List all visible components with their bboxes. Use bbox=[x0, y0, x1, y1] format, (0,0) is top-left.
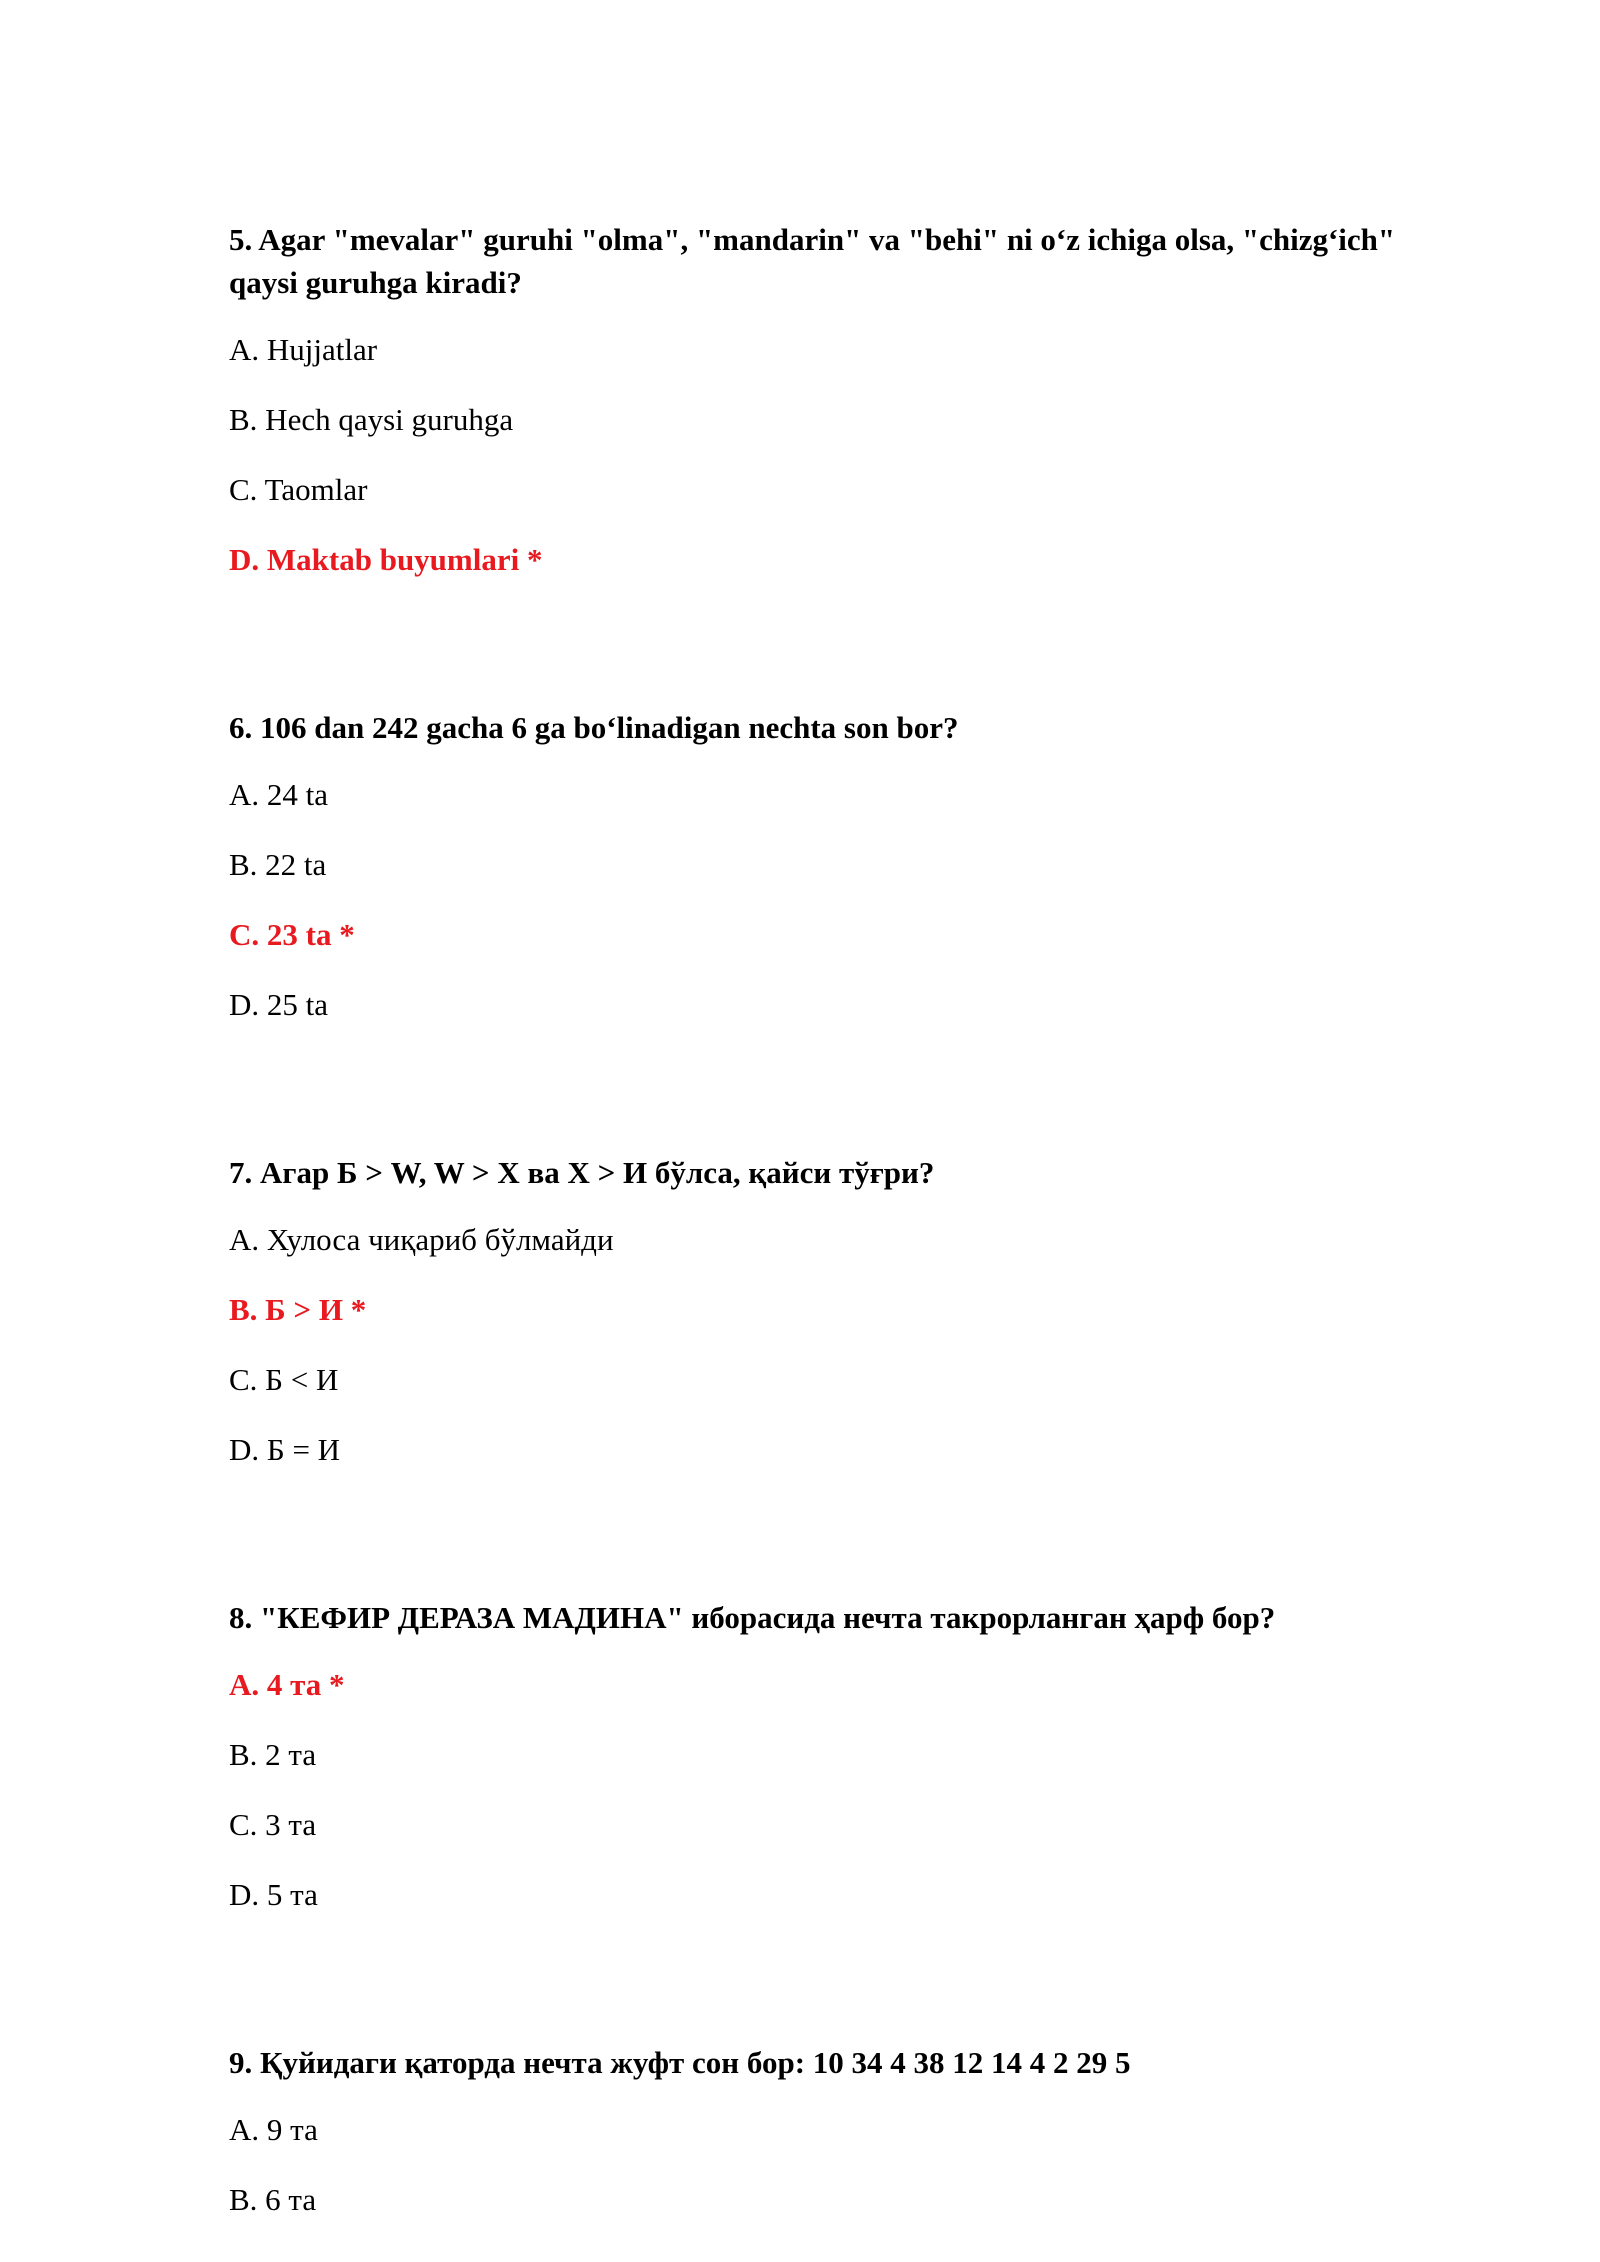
question-8 bbox=[229, 1596, 1469, 1916]
question-title: 8. "КЕФИР ДЕРАЗА МАДИНА" иборасида нечта такрорланган ҳарф бор? bbox=[229, 1600, 1276, 1635]
option-d: D. Б = И bbox=[229, 1432, 341, 1467]
option-c: C. Taomlar bbox=[229, 472, 368, 507]
option-d: D. 5 та bbox=[229, 1877, 318, 1912]
option-a: A. 24 ta bbox=[229, 777, 329, 812]
option-a: A. 9 та bbox=[229, 2112, 318, 2147]
option-c: C. Б < И bbox=[229, 1362, 339, 1397]
quiz-content bbox=[229, 218, 1469, 2248]
option-b: B. 6 та bbox=[229, 2182, 317, 2217]
question-7 bbox=[229, 1151, 1469, 1471]
option-d: D. 25 ta bbox=[229, 987, 329, 1022]
option-b-correct: B. Б > И * bbox=[229, 1292, 367, 1327]
option-c-correct: C. 23 ta * bbox=[229, 917, 355, 952]
question-title: 9. Қуйидаги қаторда нечта жуфт сон бор: 10 34 4 38 12 14 4 2 29 5 bbox=[229, 2045, 1131, 2080]
option-b: B. 2 та bbox=[229, 1737, 317, 1772]
question-spacer bbox=[229, 1943, 1469, 2041]
question-title: 7. Агар Б > W, W > X ва X > И бўлса, қайси тўғри? bbox=[229, 1155, 935, 1190]
option-d-correct: D. Maktab buyumlari * bbox=[229, 542, 543, 577]
option-a: A. Хулоса чиқариб бўлмайди bbox=[229, 1222, 614, 1257]
question-spacer bbox=[229, 1498, 1469, 1596]
option-a: A. Hujjatlar bbox=[229, 332, 378, 367]
option-a-correct: A. 4 та * bbox=[229, 1667, 345, 1702]
question-spacer bbox=[229, 608, 1469, 706]
option-b: B. Hech qaysi guruhga bbox=[229, 402, 514, 437]
question-spacer bbox=[229, 1053, 1469, 1151]
option-c: C. 3 та bbox=[229, 1807, 317, 1842]
question-title: 6. 106 dan 242 gacha 6 ga bo‘linadigan nechta son bor? bbox=[229, 710, 959, 745]
question-5 bbox=[229, 218, 1469, 581]
option-b: B. 22 ta bbox=[229, 847, 327, 882]
question-title: 5. Agar "mevalar" guruhi "olma", "mandarin" va "behi" ni o‘z ichiga olsa, "chizg‘ich" qaysi guruhga kiradi? bbox=[229, 222, 1396, 300]
question-9 bbox=[229, 2041, 1469, 2221]
question-6 bbox=[229, 706, 1469, 1026]
